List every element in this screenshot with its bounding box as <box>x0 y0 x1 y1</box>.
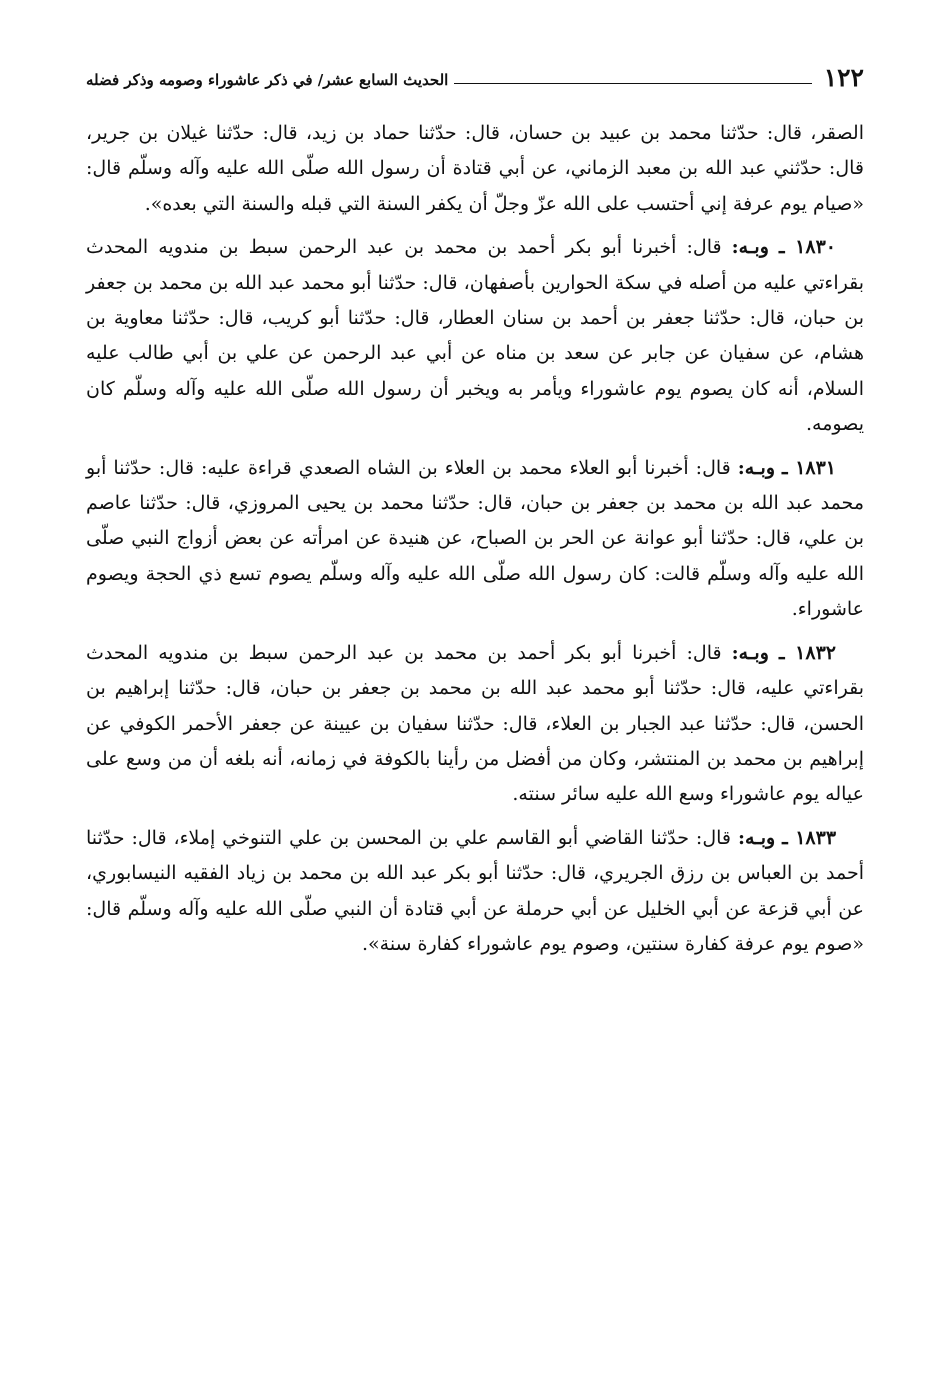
hadith-1832 <box>86 636 864 813</box>
hadith-1831 <box>86 451 864 628</box>
paragraph-text: الصقر، قال: حدّثنا محمد بن عبيد بن حسان، قال: حدّثنا حماد بن زيد، قال: حدّثنا غيلان بن جرير، قال: حدّثني عبد الله بن معبد الزماني، عن أبي قتادة أن رسول الله صلّى الله عليه وآله وسلّم قال: «صيام يوم عرفة إني أحتسب على الله عزّ وجلّ أن يكفر السنة التي قبله والسنة التي بعده». <box>86 122 864 215</box>
paragraph-text: قال: أخبرنا أبو بكر أحمد بن محمد بن عبد الرحمن سبط بن مندويه المحدث بقراءتي عليه، قال: حدّثنا أبو محمد عبد الله بن محمد بن جعفر بن حبان، قال: حدّثنا إبراهيم بن الحسن، قال: حدّثنا عبد الجبار بن العلاء، قال: حدّثنا سفيان بن عيينة عن جعفر الأحمر الكوفي عن إبراهيم بن محمد بن المنتشر، وكان من أفضل من رأينا بالكوفة في زمانه، أنه بلغه أن من وسع على عياله يوم عاشوراء وسع الله عليه سائر سنته. <box>86 641 865 806</box>
hadith-lead: وبـه: <box>737 456 776 479</box>
hadith-number: ١٨٣٠ ـ <box>778 236 836 259</box>
body-text <box>86 116 864 970</box>
paragraph-text: قال: أخبرنا أبو بكر أحمد بن محمد بن عبد الرحمن سبط بن مندويه المحدث بقراءتي عليه من أصله في سكة الحوارين بأصفهان، قال: حدّثنا أبو محمد عبد الله بن محمد بن جعفر بن حبان، قال: حدّثنا جعفر بن أحمد بن سنان العطار، قال: حدّثنا أبو كريب، قال: حدّثنا معاوية بن هشام، عن سفيان عن جابر عن سعد بن مناه عن أبي عبد الرحمن عن علي بن أبي طالب عليه السلام، أنه كان يصوم يوم عاشوراء ويأمر به ويخبر أن رسول الله صلّى الله عليه وآله وسلّم كان يصومه. <box>86 236 864 436</box>
paragraph-text: قال: أخبرنا أبو العلاء محمد بن العلاء بن الشاه الصعدي قراءة عليه: قال: حدّثنا أبو محمد عبد الله بن محمد بن جعفر بن حبان، قال: حدّثنا محمد بن يحيى المروزي، قال: حدّثنا عاصم بن علي، قال: حدّثنا أبو عوانة عن الحر بن الصباح، عن هنيدة عن امرأته عن بعض أزواج النبي صلّى الله عليه وآله وسلّم قالت: كان رسول الله صلّى الله عليه وآله وسلّم يصوم تسع ذي الحجة ويصوم عاشوراء. <box>86 456 865 621</box>
paragraph-continuation <box>86 116 864 222</box>
hadith-1830 <box>86 230 864 442</box>
hadith-lead: وبـه: <box>737 826 776 849</box>
hadith-number: ١٨٣١ ـ <box>782 456 837 479</box>
hadith-lead: وبـه: <box>731 641 769 664</box>
hadith-1833 <box>86 821 864 963</box>
hadith-number: ١٨٣٢ ـ <box>778 641 836 664</box>
page-number: ١٢٢ <box>823 63 864 92</box>
paragraph-text: قال: حدّثنا القاضي أبو القاسم علي بن المحسن بن علي التنوخي إملاء، قال: حدّثنا أحمد بن العباس بن رزق الجريري، قال: حدّثنا أبو بكر عبد الله بن محمد بن زياد الفقيه النيسابوري، عن أبي قزعة عن أبي الخليل عن أبي حرملة عن أبي قتادة أن النبي صلّى الله عليه وآله وسلّم قال: «صوم يوم عرفة كفارة سنتين، وصوم يوم عاشوراء كفارة سنة». <box>86 826 864 955</box>
hadith-number: ١٨٣٣ ـ <box>782 826 837 849</box>
chapter-title: الحديث السابع عشر/ في ذكر عاشوراء وصومه وذكر فضله <box>86 71 449 89</box>
hadith-lead: وبـه: <box>731 236 769 259</box>
running-header <box>86 56 864 90</box>
header-rule <box>454 83 811 84</box>
